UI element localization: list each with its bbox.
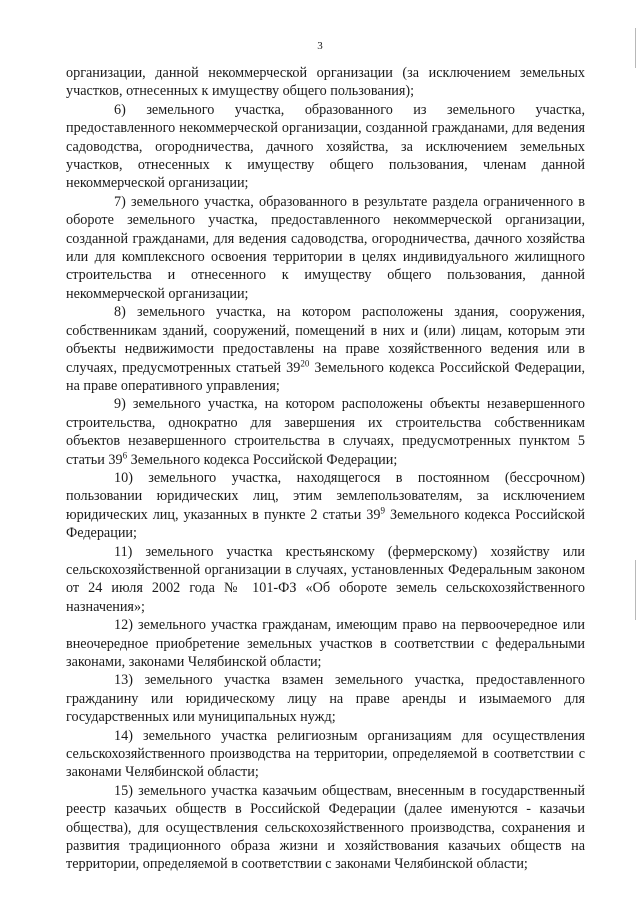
item-10-text-end: Земельного кодекса Российской Федерации; bbox=[66, 506, 585, 542]
scan-edge-mark bbox=[635, 28, 636, 68]
paragraph-item-13: 13) земельного участка взамен земельного участка, предоставленного гражданину или юридическому лицу на праве аренды и изымаемого для государственных или муниципальных нужд; bbox=[66, 672, 585, 726]
paragraph-item-15: 15) земельного участка казачьим обществам, внесенным в государственный реестр казачьих обществ в Российской Федерации (далее именуются - казачьи общества), для осуществления сельскохозяйственного производства, сохранения и развития традиционного образа жизни и хозяйствования казачьих обществ на территории, определяемой в соответствии с законами Челябинской области; bbox=[66, 782, 585, 873]
item-10-superscript: 9 bbox=[380, 505, 385, 516]
paragraph-item-11: 11) земельного участка крестьянскому (фермерскому) хозяйству или сельскохозяйственной организации в случаях, установленных Федеральным законом от 24 июля 2002 года № 101-ФЗ «Об обороте земель сельскохозяйственного назначения»; bbox=[66, 543, 585, 615]
page-number: 3 bbox=[317, 40, 323, 52]
paragraph-item-8 bbox=[66, 303, 585, 395]
paragraph-item-14: 14) земельного участка религиозным организациям для осуществления сельскохозяйственного производства на территории, определяемой в соответствии с законами Челябинской области; bbox=[66, 727, 585, 781]
item-8-text-end: Земельного кодекса Российской Федерации, на праве оперативного управления; bbox=[66, 359, 585, 394]
paragraph-item-9 bbox=[66, 395, 585, 469]
paragraph-item-12: 12) земельного участка гражданам, имеющим право на первоочередное или внеочередное приобретение земельных участков в соответствии с федеральными законами, законами Челябинской области; bbox=[66, 617, 585, 670]
paragraph-item-10 bbox=[66, 469, 585, 543]
item-9-text: 9) земельного участка, на котором расположены объекты незавершенного строительства, однократно для завершения их строительства собственникам объектов незавершенного строительства в случаях, предусмотренных пунктом 5 статьи 39 bbox=[66, 396, 585, 468]
item-9-superscript: 6 bbox=[122, 449, 128, 460]
paragraph-continuation: организации, данной некоммерческой организации (за исключением земельных участков, отнесенных к имуществу общего пользования); bbox=[66, 65, 585, 100]
item-8-text: 8) земельного участка, на котором расположены здания, сооружения, собственникам зданий, сооружений, помещений в них и (или) лицам, которым эти объекты недвижимости предоставлены на праве хозяйственного ведения или в случаях, предусмотренных статьей 39 bbox=[66, 304, 585, 376]
paragraph-item-6: 6) земельного участка, образованного из земельного участка, предоставленного некоммерческой организации, созданной гражданами, для ведения садоводства, огородничества, дачного хозяйства, за исключением земельных участков, отнесенных к имуществу общего пользования, членам данной некоммерческой организации; bbox=[66, 101, 585, 192]
item-9-text-end: Земельного кодекса Российской Федерации; bbox=[127, 451, 398, 468]
scan-edge-mark bbox=[635, 560, 636, 620]
item-10-text: 10) земельного участка, находящегося в постоянном (бессрочном) пользовании юридических лиц, этим землепользователям, за исключением юридических лиц, указанных в пункте 2 статьи 39 bbox=[66, 469, 585, 523]
paragraph-item-7: 7) земельного участка, образованного в результате раздела ограниченного в обороте земельного участка, предоставленного некоммерческой организации, созданной гражданами, для ведения садоводства, огородничества, дачного хозяйства или для комплексного освоения территории в целях индивидуального жилищного строительства и отнесенного к имуществу общего пользования, данной некоммерческой организации; bbox=[66, 193, 585, 302]
document-body bbox=[66, 64, 585, 874]
item-8-superscript: 20 bbox=[300, 357, 310, 368]
